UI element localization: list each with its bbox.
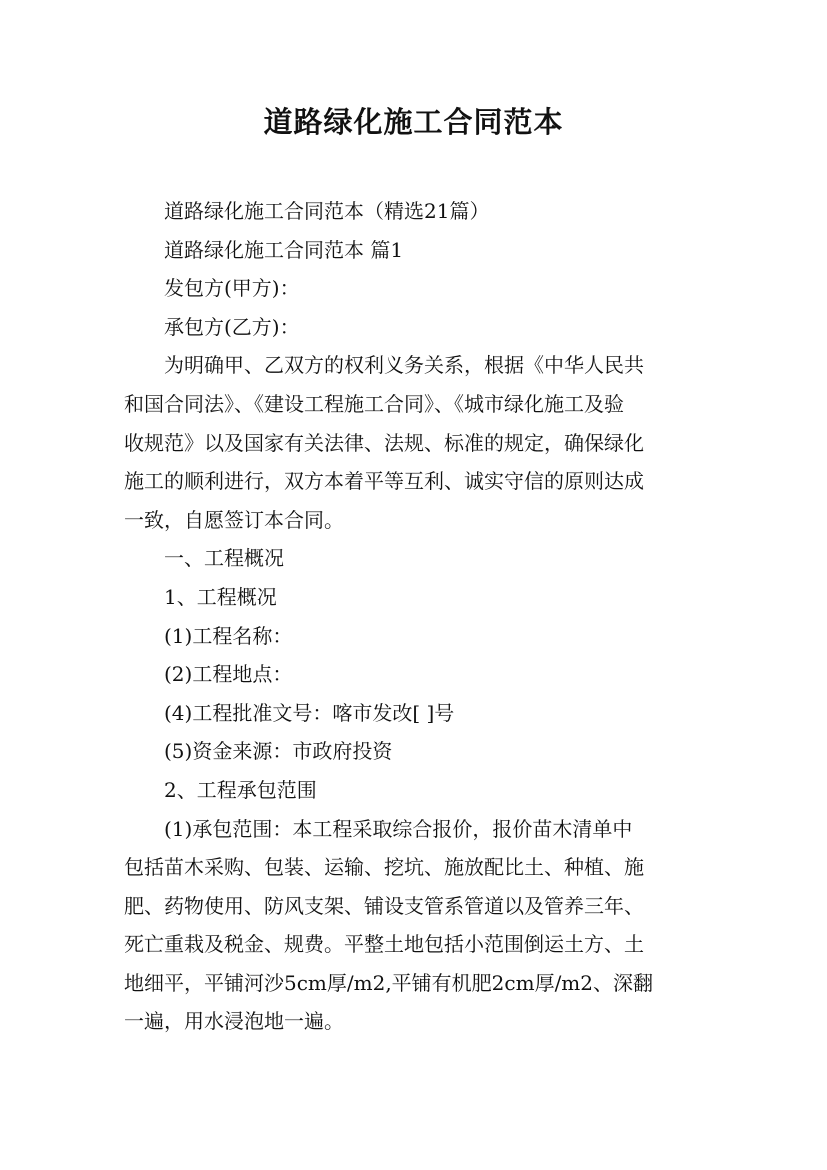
document-title: 道路绿化施工合同范本 xyxy=(263,105,564,139)
item-contract-scope: 2、工程承包范围 xyxy=(164,777,317,802)
intro-line: 和国合同法》、《建设工程施工合同》、《城市绿化施工及验 xyxy=(124,391,624,416)
scope-line: 肥、药物使用、防风支架、铺设支管系管道以及管养三年、 xyxy=(124,893,644,918)
scope-paragraph xyxy=(124,810,706,1042)
intro-line: 施工的顺利进行，双方本着平等互利、诚实守信的原则达成 xyxy=(124,469,644,494)
item-project-location: (2)工程地点： xyxy=(164,662,293,687)
item-funding-source: (5)资金来源：市政府投资 xyxy=(164,739,393,764)
intro-paragraph xyxy=(124,346,706,539)
document-body xyxy=(124,192,706,1041)
intro-line: 一致，自愿签订本合同。 xyxy=(124,507,344,532)
document-subtitle: 道路绿化施工合同范本（精选21篇） xyxy=(164,199,490,223)
party-b-line: 承包方(乙方)： xyxy=(164,314,300,339)
scope-line: 一遍，用水浸泡地一遍。 xyxy=(124,1009,344,1034)
heading-project-overview: 一、工程概况 xyxy=(164,546,284,571)
scope-line: 包括苗木采购、包装、运输、挖坑、施放配比土、种植、施 xyxy=(124,855,644,880)
party-a-line: 发包方(甲方)： xyxy=(164,276,300,301)
scope-line: (1)承包范围：本工程采取综合报价，报价苗木清单中 xyxy=(164,816,633,841)
item-project-name: (1)工程名称： xyxy=(164,623,293,648)
item-project-overview: 1、工程概况 xyxy=(164,584,277,609)
scope-line: 地细平，平铺河沙5cm厚/m2,平铺有机肥2cm厚/m2、深翻 xyxy=(124,970,653,995)
intro-line: 为明确甲、乙双方的权利义务关系，根据《中华人民共 xyxy=(164,353,644,378)
scope-line: 死亡重栽及税金、规费。平整土地包括小范围倒运土方、土 xyxy=(124,932,644,957)
intro-line: 收规范》以及国家有关法律、法规、标准的规定，确保绿化 xyxy=(124,430,644,455)
section-heading: 道路绿化施工合同范本 篇1 xyxy=(164,237,404,262)
item-approval-number: (4)工程批准文号：喀市发改[ ]号 xyxy=(164,700,455,725)
